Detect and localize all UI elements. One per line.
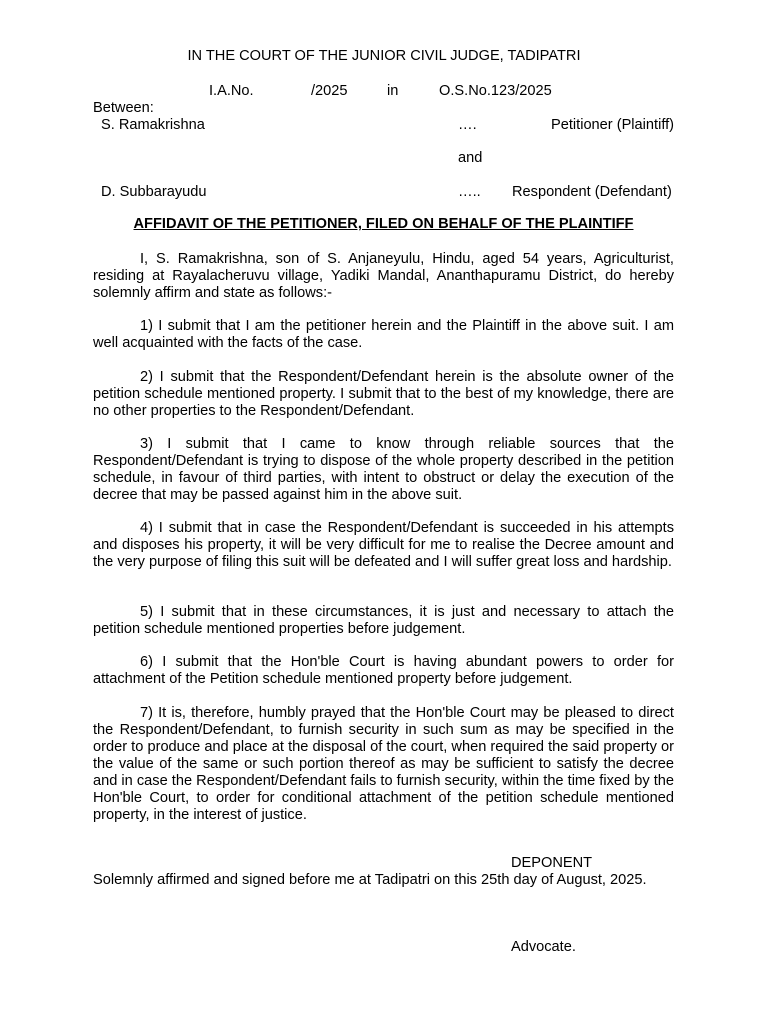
petitioner-dots: ….	[458, 117, 477, 133]
deponent-label: DEPONENT	[511, 855, 593, 871]
paragraph-1: 1) I submit that I am the petitioner herein and the Plaintiff in the above suit. I am well acquainted with the facts of the case.	[93, 318, 674, 351]
paragraph-2: 2) I submit that the Respondent/Defendant herein is the absolute owner of the petition schedule mentioned property. I submit that to the best of my knowledge, there are no other properties to the Respondent/Defendant.	[93, 369, 674, 419]
and-text: and	[458, 150, 483, 166]
between-label: Between:	[93, 100, 154, 116]
in-text: in	[387, 83, 399, 99]
paragraph-6: 6) I submit that the Hon'ble Court is having abundant powers to order for attachment of the Petition schedule mentioned property before judgement.	[93, 654, 674, 687]
os-number: O.S.No.123/2025	[439, 83, 552, 99]
paragraph-7: 7) It is, therefore, humbly prayed that the Hon'ble Court may be pleased to direct the Respondent/Defendant, to furnish security in such sum as may be specified in the order to produce and place at the disposal of the court, when required the said property or the value of the same or such portion thereof as may be sufficient to satisfy the decree and in case the Respondent/Defendant fails to furnish security, within the time fixed by the Hon'ble Court, to order for conditional attachment of the petition schedule mentioned property, in the interest of justice.	[93, 705, 674, 823]
ia-label: I.A.No.	[209, 83, 254, 99]
intro-paragraph: I, S. Ramakrishna, son of S. Anjaneyulu, Hindu, aged 54 years, Agriculturist, residing at Rayalacheruvu village, Yadiki Mandal, Ananthapuramu District, do hereby solemnly affirm and state as follows:-	[93, 251, 674, 301]
petitioner-name: S. Ramakrishna	[101, 117, 205, 133]
paragraph-5: 5) I submit that in these circumstances, it is just and necessary to attach the petition schedule mentioned properties before judgement.	[93, 604, 674, 637]
affidavit-heading: AFFIDAVIT OF THE PETITIONER, FILED ON BEHALF OF THE PLAINTIFF	[133, 216, 634, 232]
court-title: IN THE COURT OF THE JUNIOR CIVIL JUDGE, TADIPATRI	[187, 48, 581, 64]
respondent-dots: …..	[458, 184, 481, 200]
paragraph-3: 3) I submit that I came to know through reliable sources that the Respondent/Defendant is trying to dispose of the whole property described in the petition schedule, in favour of third parties, with intent to obstruct or delay the execution of the decree that may be passed against him in the above suit.	[93, 436, 674, 503]
respondent-name: D. Subbarayudu	[101, 184, 207, 200]
ia-year: /2025	[311, 83, 348, 99]
solemnly-affirmed-text: Solemnly affirmed and signed before me at Tadipatri on this 25th day of August, 2025.	[93, 872, 647, 888]
respondent-role: Respondent (Defendant)	[512, 184, 672, 200]
petitioner-role: Petitioner (Plaintiff)	[551, 117, 675, 133]
advocate-label: Advocate.	[511, 939, 576, 955]
paragraph-4: 4) I submit that in case the Respondent/Defendant is succeeded in his attempts and disposes his property, it will be very difficult for me to realise the Decree amount and the very purpose of filing this suit will be defeated and I will suffer great loss and hardship.	[93, 520, 674, 570]
